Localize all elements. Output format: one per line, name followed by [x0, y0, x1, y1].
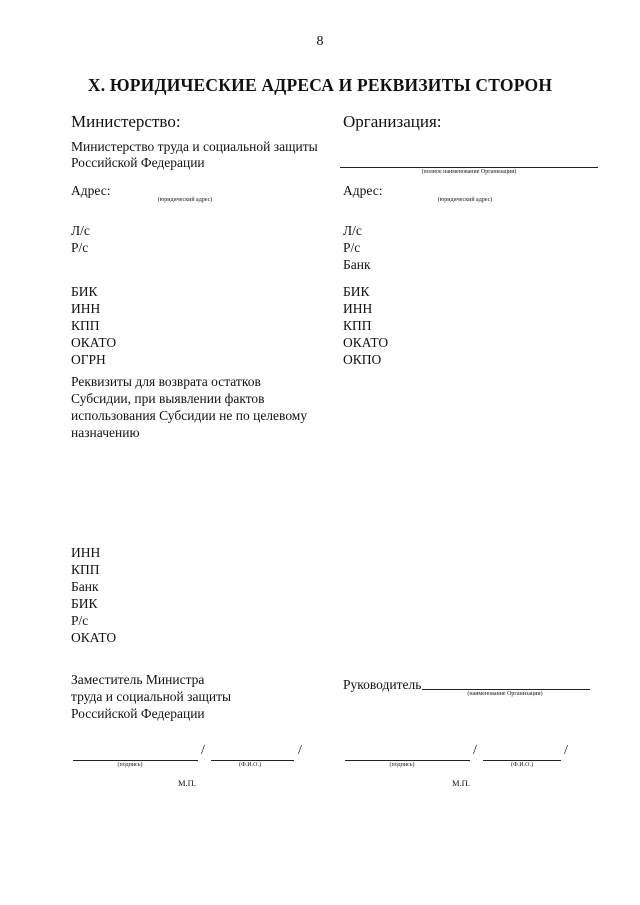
organization-code-bik: БИК — [343, 284, 370, 299]
ministry-accounts — [71, 223, 90, 257]
organization-code-inn: ИНН — [343, 301, 373, 316]
organization-address-caption: (юридический адрес) — [437, 197, 493, 203]
organization-account-bank: Банк — [343, 257, 371, 272]
ministry-account-ls: Л/с — [71, 223, 90, 238]
organization-title: Организация: — [343, 112, 442, 131]
organization-signer-label: Руководитель — [343, 677, 422, 692]
organization-account-rs: Р/с — [343, 240, 361, 255]
ministry-signature-slash1: / — [201, 743, 205, 758]
refund-fields — [71, 545, 116, 647]
organization-signature-caption: (подпись) — [389, 762, 415, 768]
organization-signer-line — [422, 689, 590, 690]
ministry-signer — [71, 672, 231, 723]
organization-fio-caption: (Ф.И.О.) — [511, 762, 533, 768]
organization-account-ls: Л/с — [343, 223, 362, 238]
ministry-signature-line — [73, 760, 198, 761]
ministry-signer-line3: Российской Федерации — [71, 706, 205, 721]
organization-codes — [343, 284, 388, 369]
ministry-name-line1: Министерство труда и социальной защиты — [71, 139, 318, 154]
ministry-code-ogrn: ОГРН — [71, 352, 106, 367]
ministry-account-rs: Р/с — [71, 240, 89, 255]
organization-signature-slash2: / — [564, 743, 568, 758]
ministry-signer-line2: труда и социальной защиты — [71, 689, 232, 704]
organization-address-label: Адрес: — [343, 183, 383, 198]
ministry-codes — [71, 284, 116, 369]
organization-code-okpo: ОКПО — [343, 352, 382, 367]
refund-field-bik: БИК — [71, 596, 98, 611]
organization-code-okato: ОКАТО — [343, 335, 389, 350]
ministry-name-line2: Российской Федерации — [71, 155, 205, 170]
refund-field-kpp: КПП — [71, 562, 100, 577]
refund-details-text — [71, 374, 307, 442]
organization-accounts — [343, 223, 371, 274]
ministry-stamp-place: М.П. — [178, 778, 196, 788]
refund-text-line2: Субсидии, при выявлении фактов — [71, 391, 265, 406]
refund-field-inn: ИНН — [71, 545, 101, 560]
organization-fio-line — [483, 760, 561, 761]
ministry-title: Министерство: — [71, 112, 181, 131]
organization-signature-slash1: / — [473, 743, 477, 758]
ministry-address-caption: (юридический адрес) — [157, 197, 213, 203]
section-heading: X. ЮРИДИЧЕСКИЕ АДРЕСА И РЕКВИЗИТЫ СТОРОН — [87, 75, 553, 95]
refund-field-okato: ОКАТО — [71, 630, 117, 645]
refund-text-line3: использования Субсидии не по целевому — [71, 408, 308, 423]
refund-field-bank: Банк — [71, 579, 99, 594]
organization-name-caption: (полное наименование Организации) — [421, 169, 517, 175]
page-number: 8 — [316, 34, 324, 49]
ministry-code-okato: ОКАТО — [71, 335, 117, 350]
organization-signature-line — [345, 760, 470, 761]
ministry-signature-caption: (подпись) — [117, 762, 143, 768]
refund-text-line1: Реквизиты для возврата остатков — [71, 374, 261, 389]
ministry-code-inn: ИНН — [71, 301, 101, 316]
ministry-fio-line — [211, 760, 294, 761]
ministry-code-kpp: КПП — [71, 318, 100, 333]
organization-code-kpp: КПП — [343, 318, 372, 333]
refund-field-rs: Р/с — [71, 613, 89, 628]
refund-text-line4: назначению — [71, 425, 140, 440]
ministry-address-label: Адрес: — [71, 183, 111, 198]
organization-stamp-place: М.П. — [452, 778, 470, 788]
organization-name-line — [340, 167, 598, 168]
ministry-fio-caption: (Ф.И.О.) — [239, 762, 261, 768]
organization-signer-caption: (наименование Организации) — [467, 691, 543, 697]
ministry-code-bik: БИК — [71, 284, 98, 299]
ministry-signature-slash2: / — [298, 743, 302, 758]
ministry-signer-line1: Заместитель Министра — [71, 672, 205, 687]
